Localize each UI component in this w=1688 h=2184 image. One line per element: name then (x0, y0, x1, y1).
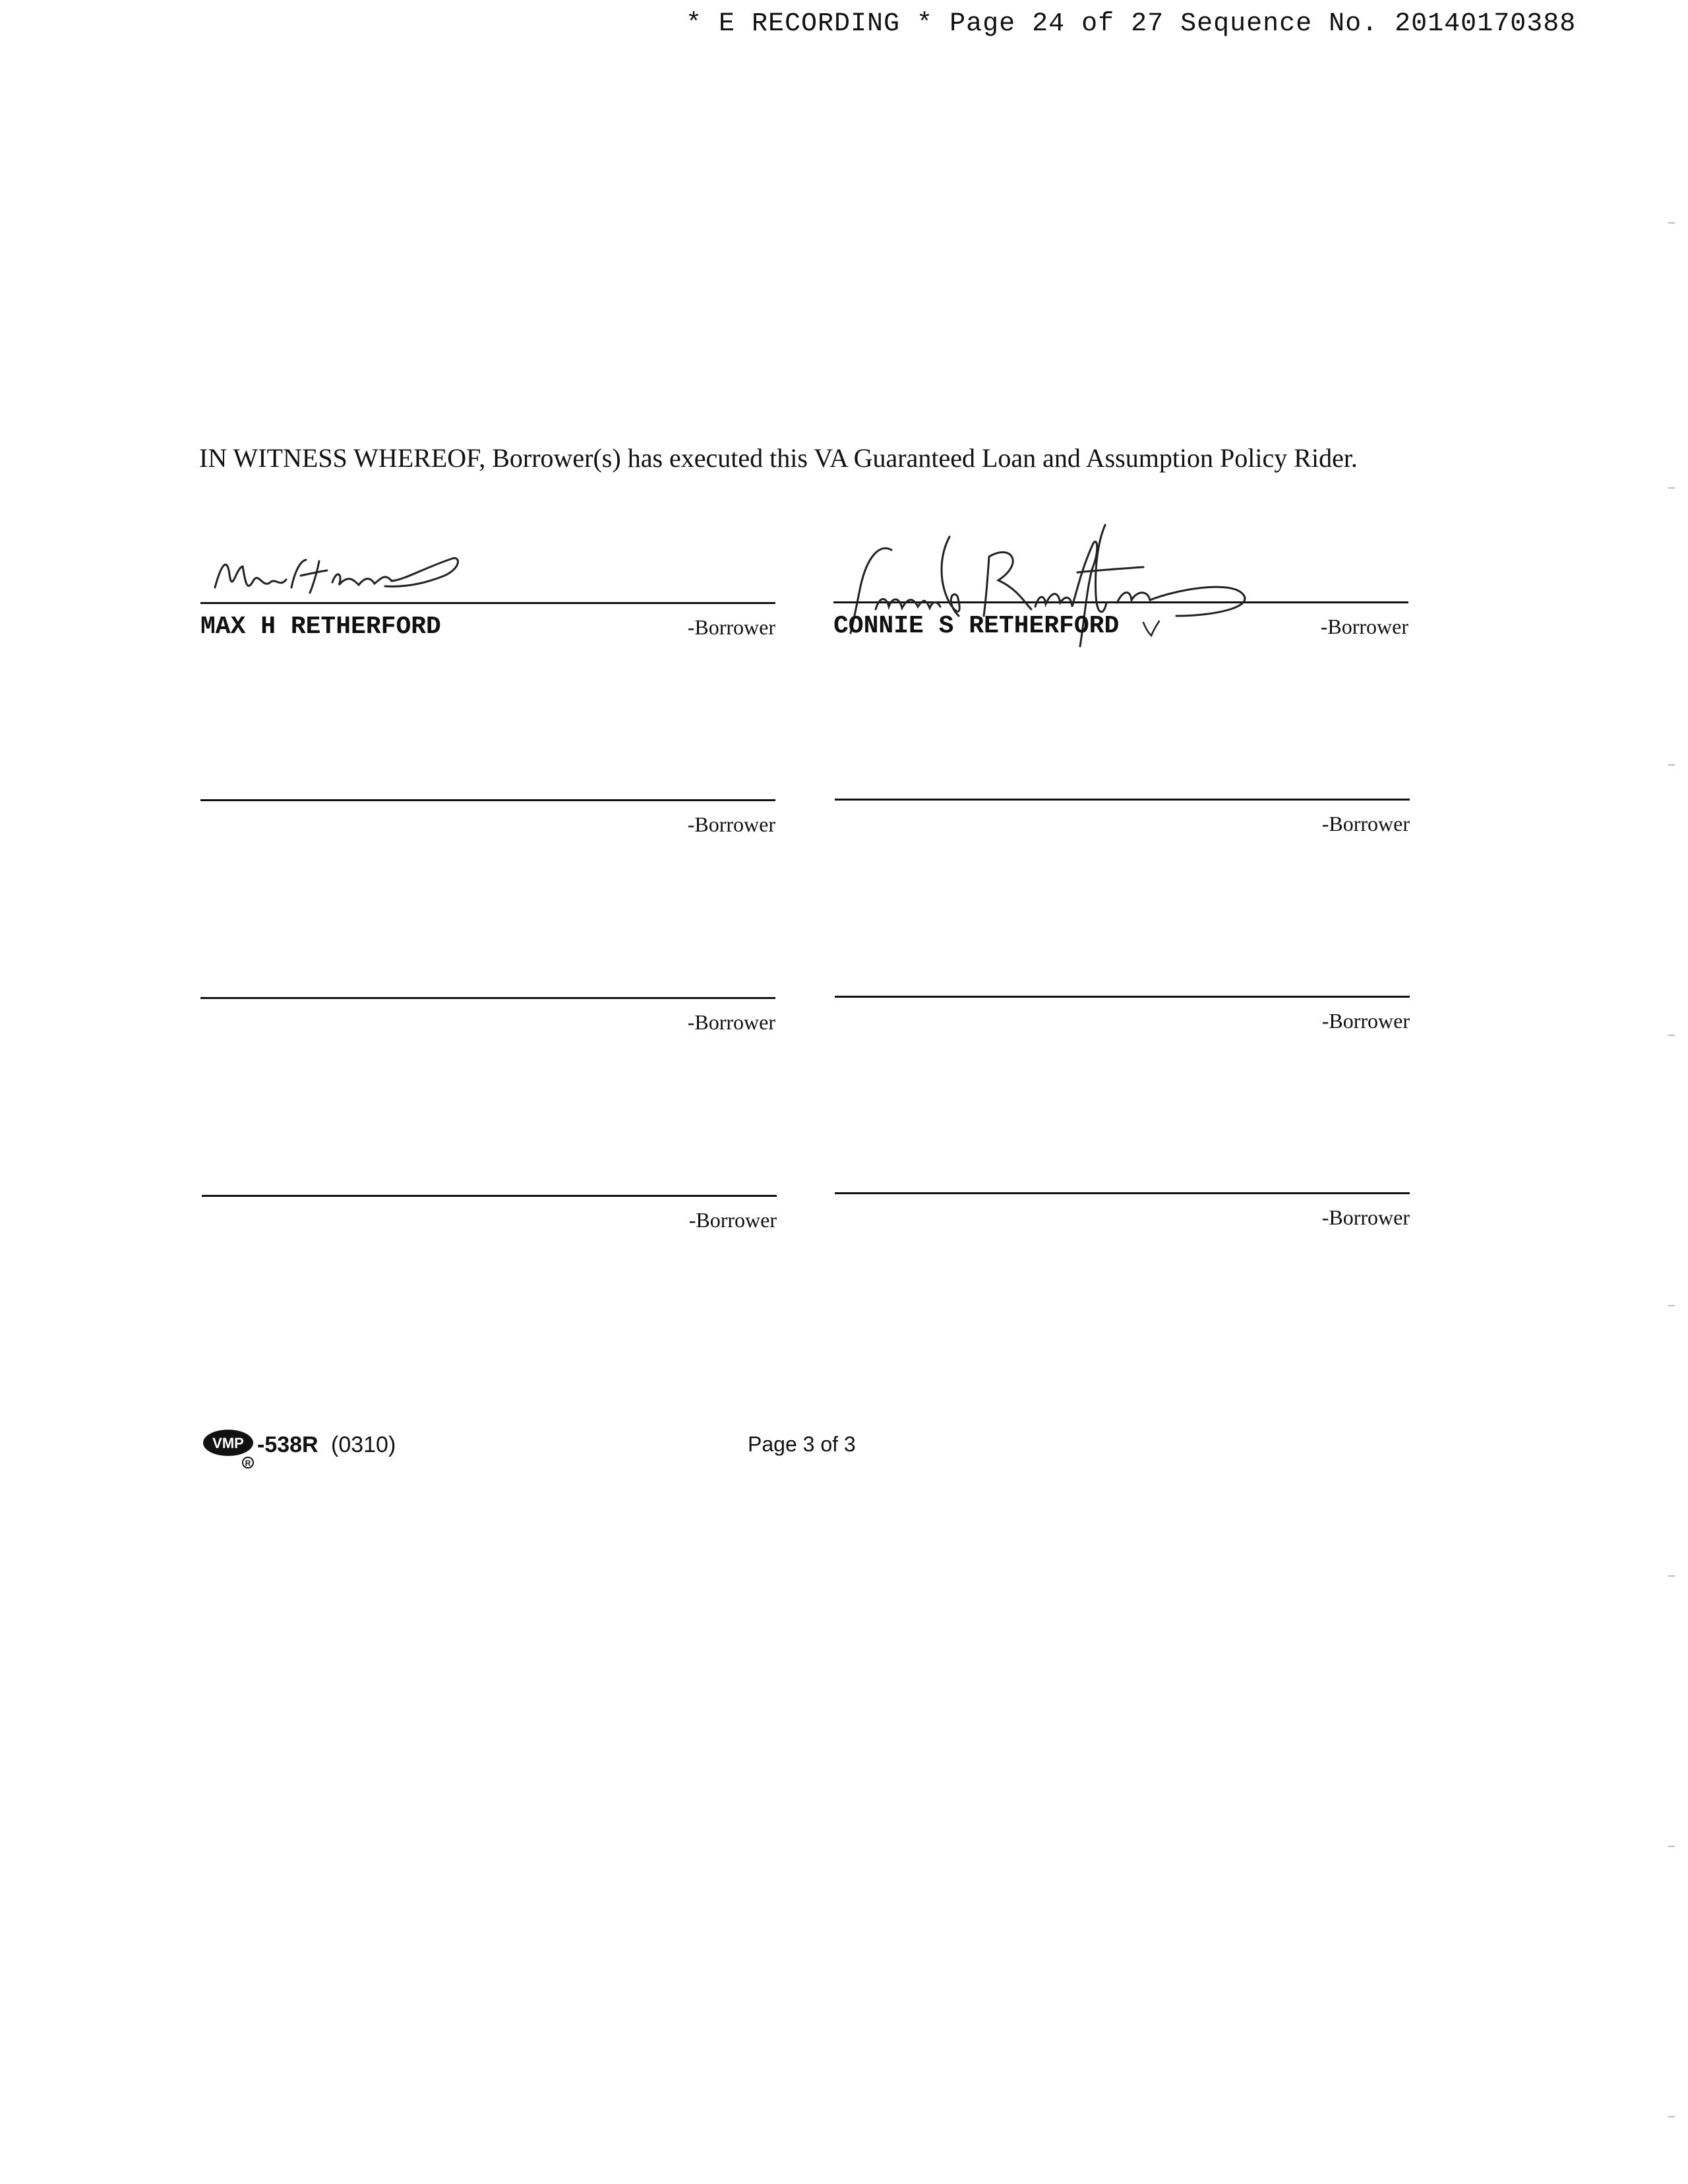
signer-name: MAX H RETHERFORD (200, 613, 441, 641)
form-revision: (0310) (331, 1432, 396, 1457)
signer-role: -Borrower (1321, 812, 1410, 835)
signature-line (835, 1192, 1410, 1194)
signature-block-blank (202, 1195, 777, 1267)
vmp-logo-icon (202, 1427, 257, 1469)
signature-line (835, 799, 1410, 801)
witness-statement: IN WITNESS WHEREOF, Borrower(s) has executed this VA Guaranteed Loan and Assumption Policy Rider. (199, 443, 1358, 473)
signer-role: -Borrower (687, 1010, 775, 1034)
recording-header: * E RECORDING * Page 24 of 27 Sequence No. 20140170388 (686, 9, 1577, 39)
signature-line (835, 996, 1410, 998)
signature-block-max (200, 602, 775, 675)
signature-block-blank (200, 997, 775, 1070)
signature-block-connie (833, 601, 1408, 674)
svg-text:VMP: VMP (212, 1435, 244, 1451)
signature-block-blank (835, 996, 1410, 1068)
signature-block-blank (835, 1192, 1410, 1265)
svg-text:R: R (245, 1459, 251, 1468)
signer-role: -Borrower (687, 812, 775, 836)
signature-block-blank (200, 799, 775, 872)
form-identifier (202, 1424, 479, 1471)
signer-name: CONNIE S RETHERFORD (833, 612, 1120, 640)
scan-artifact-marks (1648, 0, 1688, 2184)
signer-role: -Borrower (1321, 1009, 1410, 1033)
signature-block-blank (835, 799, 1410, 871)
handwritten-signature-max (207, 541, 484, 614)
signer-role: -Borrower (688, 1208, 777, 1232)
signature-line (200, 799, 775, 801)
signer-role: -Borrower (687, 615, 775, 639)
signature-line (200, 997, 775, 999)
signer-role: -Borrower (1320, 615, 1408, 638)
signature-line (202, 1195, 777, 1197)
signer-role: -Borrower (1321, 1205, 1410, 1229)
form-number: -538R (257, 1432, 318, 1457)
page-number: Page 3 of 3 (748, 1432, 856, 1456)
